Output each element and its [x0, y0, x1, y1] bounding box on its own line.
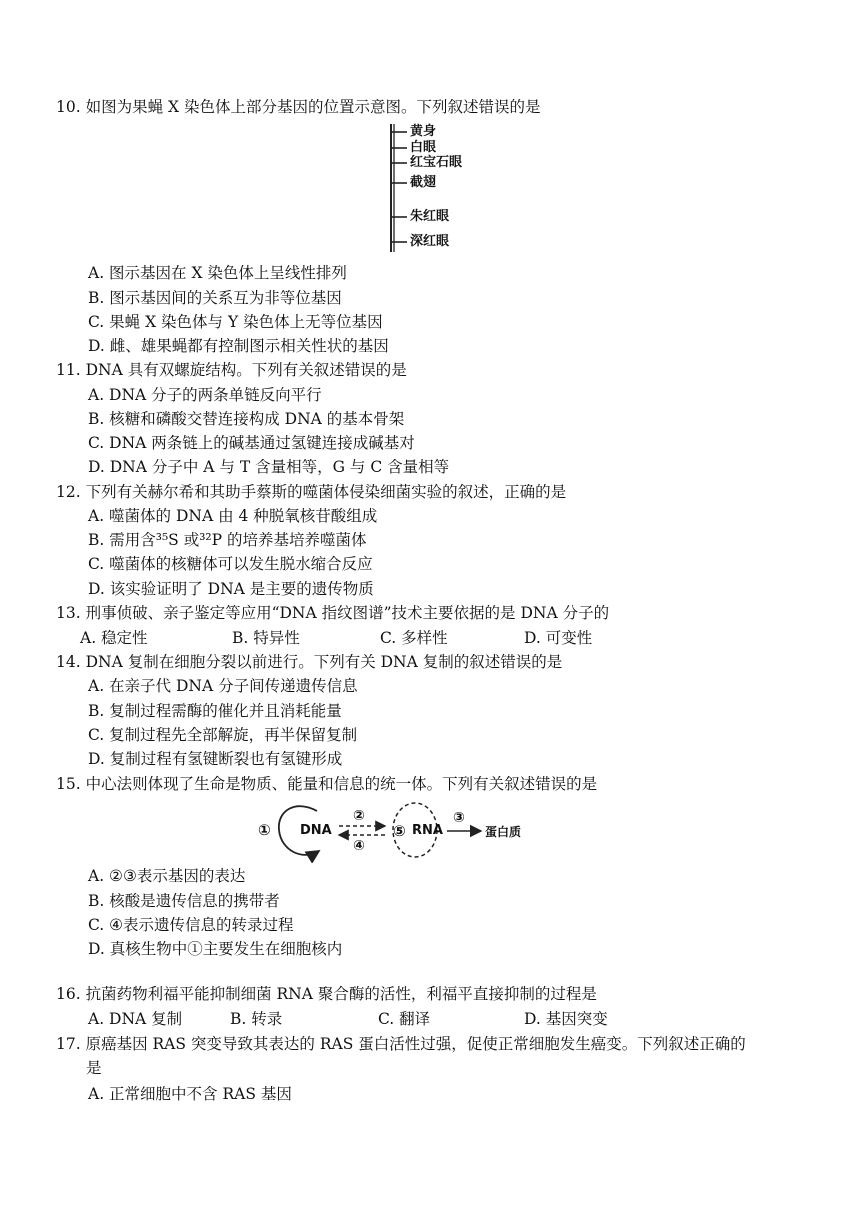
- q15-option-c: C. ④表示遗传信息的转录过程: [88, 916, 294, 934]
- gene-label-yellow-body: 黄身: [410, 124, 437, 139]
- label-circled-2: ②: [353, 808, 365, 824]
- q15-option-d: D. 真核生物中①主要发生在细胞核内: [88, 940, 343, 958]
- q14-option-d: D. 复制过程有氢键断裂也有氢键形成: [88, 750, 343, 768]
- label-dna: DNA: [300, 823, 332, 838]
- q11-option-c: C. DNA 两条链上的碱基通过氢键连接成碱基对: [88, 434, 415, 452]
- q14-option-c: C. 复制过程先全部解旋，再半保留复制: [88, 726, 358, 744]
- question-14-stem: 14. DNA 复制在细胞分裂以前进行。下列有关 DNA 复制的叙述错误的是: [56, 653, 563, 671]
- q10-option-d: D. 雌、雄果蝇都有控制图示相关性状的基因: [88, 337, 389, 355]
- q13-option-d: D. 可变性: [524, 629, 593, 647]
- q10-option-b: B. 图示基因间的关系互为非等位基因: [88, 289, 342, 307]
- question-10-stem: 10. 如图为果蝇 X 染色体上部分基因的位置示意图。下列叙述错误的是: [56, 98, 541, 116]
- question-16-stem: 16. 抗菌药物利福平能抑制细菌 RNA 聚合酶的活性，利福平直接抑制的过程是: [56, 985, 597, 1003]
- q12-option-a: A. 噬菌体的 DNA 由 4 种脱氧核苷酸组成: [88, 507, 378, 525]
- q13-option-a: A. 稳定性: [80, 629, 148, 647]
- q16-option-b: B. 转录: [230, 1010, 283, 1028]
- label-circled-4: ④: [353, 838, 365, 854]
- question-17-stem-line-2: 是: [86, 1059, 102, 1077]
- question-15-stem: 15. 中心法则体现了生命是物质、能量和信息的统一体。下列有关叙述错误的是: [56, 775, 598, 793]
- question-17-stem-line-1: 17. 原癌基因 RAS 突变导致其表达的 RAS 蛋白活性过强，促使正常细胞发生癌变。下列叙述正确的: [56, 1035, 746, 1053]
- q15-option-b: B. 核酸是遗传信息的携带者: [88, 892, 280, 910]
- gene-label-cut-wing: 截翅: [410, 175, 437, 190]
- q14-option-b: B. 复制过程需酶的催化并且消耗能量: [88, 702, 342, 720]
- q11-option-a: A. DNA 分子的两条单链反向平行: [88, 386, 322, 404]
- q10-option-c: C. 果蝇 X 染色体与 Y 染色体上无等位基因: [88, 313, 383, 331]
- q15-option-a: A. ②③表示基因的表达: [88, 867, 246, 885]
- gene-label-ruby-eye: 红宝石眼: [410, 155, 463, 170]
- q16-option-d: D. 基因突变: [524, 1010, 608, 1028]
- question-12-stem: 12. 下列有关赫尔希和其助手蔡斯的噬菌体侵染细菌实验的叙述，正确的是: [56, 483, 567, 501]
- chromosome-diagram: [380, 120, 500, 258]
- question-13-stem: 13. 刑事侦破、亲子鉴定等应用“DNA 指纹图谱”技术主要依据的是 DNA 分子的: [56, 604, 610, 622]
- central-dogma-diagram: [255, 797, 535, 863]
- label-circled-5: ⑤: [393, 822, 406, 840]
- gene-label-white-eye: 白眼: [410, 140, 437, 155]
- q16-option-a: A. DNA 复制: [88, 1010, 183, 1028]
- gene-label-deep-red-eye: 深红眼: [410, 234, 450, 249]
- q12-option-b: B. 需用含³⁵S 或³²P 的培养基培养噬菌体: [88, 531, 367, 549]
- q11-option-b: B. 核糖和磷酸交替连接构成 DNA 的基本骨架: [88, 410, 405, 428]
- q12-option-d: D. 该实验证明了 DNA 是主要的遗传物质: [88, 580, 374, 598]
- q17-option-a: A. 正常细胞中不含 RAS 基因: [88, 1085, 292, 1103]
- q13-option-b: B. 特异性: [232, 629, 300, 647]
- q13-option-c: C. 多样性: [380, 629, 448, 647]
- label-protein: 蛋白质: [485, 825, 522, 839]
- label-circled-1: ①: [258, 821, 271, 839]
- gene-label-vermilion-eye: 朱红眼: [410, 209, 450, 224]
- q10-option-a: A. 图示基因在 X 染色体上呈线性排列: [88, 264, 347, 282]
- q11-option-d: D. DNA 分子中 A 与 T 含量相等，G 与 C 含量相等: [88, 458, 450, 476]
- q14-option-a: A. 在亲子代 DNA 分子间传递遗传信息: [88, 677, 358, 695]
- q12-option-c: C. 噬菌体的核糖体可以发生脱水缩合反应: [88, 555, 373, 573]
- label-circled-3: ③: [453, 810, 465, 826]
- label-rna: RNA: [412, 823, 443, 838]
- q16-option-c: C. 翻译: [378, 1010, 431, 1028]
- question-11-stem: 11. DNA 具有双螺旋结构。下列有关叙述错误的是: [56, 361, 407, 379]
